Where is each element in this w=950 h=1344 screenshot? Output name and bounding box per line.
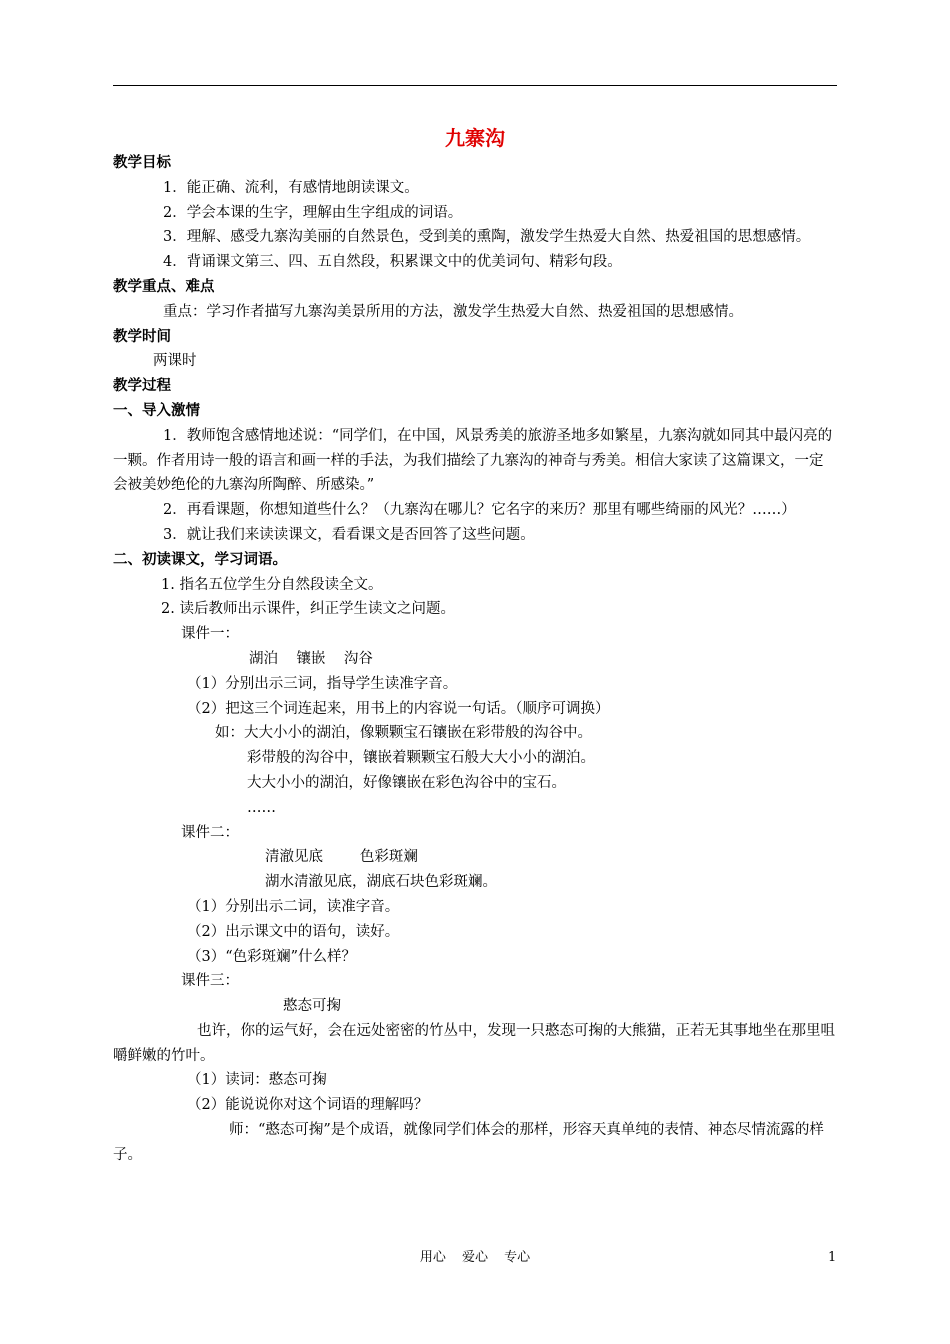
process-heading: 教学过程 [113,378,171,395]
time-heading: 教学时间 [113,328,171,345]
courseware-1-step: （2）把这三个词连起来，用书上的内容说一句话。（顺序可调换） [187,700,610,717]
goal-item: 2．学会本课的生字，理解由生字组成的词语。 [163,204,463,221]
courseware-3-sentence: 也许，你的运气好，会在远处密密的竹丛中，发现一只憨态可掬的大熊猫，正若无其事地坐在那里咀嚼鲜嫩的竹叶。 [113,1022,835,1064]
time-text: 两课时 [153,353,197,370]
part2-heading: 二、初读课文，学习词语。 [113,551,287,568]
courseware-2-sentence: 湖水清澈见底，湖底石块色彩斑斓。 [265,874,497,891]
courseware-2-step: （2）出示课文中的语句，读好。 [187,923,400,940]
courseware-3-word: 憨态可掬 [283,998,341,1015]
goal-item: 3．理解、感受九寨沟美丽的自然景色，受到美的熏陶，激发学生热爱大自然、热爱祖国的思想感情。 [163,229,811,246]
footer-motto: 用心 [419,1250,446,1265]
courseware-1-example: 如：大大小小的湖泊，像颗颗宝石镶嵌在彩带般的沟谷中。 [215,725,592,742]
courseware-2-step: （1）分别出示二词，读准字音。 [187,898,400,915]
footer-motto: 专心 [504,1250,531,1265]
courseware-3-label: 课件三： [181,973,239,990]
courseware-1-words: 湖泊 镶嵌 沟谷 [249,650,373,667]
courseware-1-step: （1）分别出示三词，指导学生读准字音。 [187,675,458,692]
page-title: 九寨沟 [445,126,505,150]
key-heading: 教学重点、难点 [113,278,215,295]
page-number: 1 [828,1250,837,1265]
document-body [113,151,837,1168]
courseware-3-step: （2）能说说你对这个词语的理解吗？ [187,1097,429,1114]
part1-heading: 一、导入激情 [113,402,200,419]
courseware-1-example: …… [247,799,276,816]
page-footer [0,1249,950,1267]
courseware-2-step: （3）“色彩斑斓”什么样？ [187,948,357,965]
courseware-1-example: 彩带般的沟谷中，镶嵌着颗颗宝石般大大小小的湖泊。 [247,750,595,767]
part1-item: 1．教师饱含感情地述说：“同学们，在中国，风景秀美的旅游圣地多如繁星，九寨沟就如同其中最闪亮的一颗。作者用诗一般的语言和画一样的手法，为我们描绘了九寨沟的神奇与秀美。相信大家读了这篇课文，一定会被美妙绝伦的九寨沟所陶醉、所感染。” [113,427,833,494]
goal-item: 4．背诵课文第三、四、五自然段，积累课文中的优美词句、精彩句段。 [163,254,622,271]
part2-item: 1. 指名五位学生分自然段读全文。 [161,576,383,593]
part1-item: 2．再看课题，你想知道些什么？（九寨沟在哪儿？它名字的来历？那里有哪些绮丽的风光？……） [163,502,796,519]
goals-heading: 教学目标 [113,155,171,171]
teacher-explanation: 师：“憨态可掬”是个成语，就像同学们体会的那样，形容天真单纯的表情、神态尽情流露的样子。 [113,1122,824,1163]
footer-motto: 爱心 [461,1250,488,1265]
part2-item: 2. 读后教师出示课件，纠正学生读文之问题。 [161,601,455,618]
courseware-1-label: 课件一： [181,626,239,643]
key-text: 重点：学习作者描写九寨沟美景所用的方法，激发学生热爱大自然、热爱祖国的思想感情。 [163,303,743,320]
courseware-3-step: （1）读词：憨态可掬 [187,1072,327,1089]
courseware-1-example: 大大小小的湖泊，好像镶嵌在彩色沟谷中的宝石。 [247,774,566,791]
header-rule [113,85,837,86]
courseware-2-words: 清澈见底 色彩斑斓 [265,849,418,866]
part1-item: 3．就让我们来读读课文，看看课文是否回答了这些问题。 [163,526,535,543]
goal-item: 1．能正确、流利，有感情地朗读课文。 [163,179,419,196]
courseware-2-label: 课件二： [181,824,239,841]
